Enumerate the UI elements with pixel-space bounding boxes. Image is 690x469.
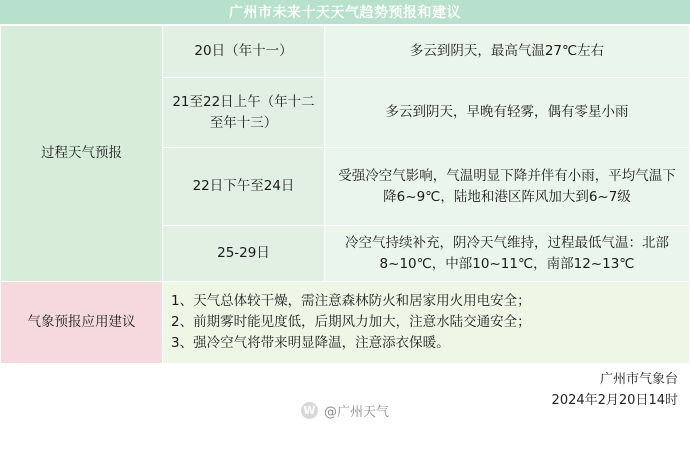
weibo-icon: W — [301, 402, 318, 419]
source-block — [552, 370, 678, 412]
forecast-table — [0, 25, 690, 364]
period-cell: 21至22日上午（年十二至年十三） — [163, 78, 325, 148]
detail-cell: 多云到阴天，最高气温27℃左右 — [325, 26, 690, 78]
row-header-advice: 气象预报应用建议 — [1, 282, 163, 364]
watermark — [301, 401, 389, 420]
detail-cell: 受强冷空气影响，气温明显下降并伴有小雨，平均气温下降6~9℃，陆地和港区阵风加大到6~7级 — [325, 148, 690, 226]
detail-cell: 多云到阴天，早晚有轻雾，偶有零星小雨 — [325, 78, 690, 148]
watermark-label: @广州天气 — [323, 405, 390, 420]
table-row-advice — [1, 282, 690, 364]
advice-line: 1、天气总体较干燥，需注意森林防火和居家用火用电安全； — [171, 293, 531, 310]
table-row — [1, 26, 690, 78]
period-cell: 22日下午至24日 — [163, 148, 325, 226]
source-time: 2024年2月20日14时 — [551, 392, 678, 408]
advice-cell — [163, 282, 690, 364]
card-footer — [0, 364, 690, 426]
card-title-bar — [0, 0, 690, 25]
row-header-forecast: 过程天气预报 — [1, 26, 163, 282]
period-cell: 20日（年十一） — [163, 26, 325, 78]
page-title: 广州市未来十天天气趋势预报和建议 — [229, 5, 461, 21]
period-cell: 25-29日 — [163, 226, 325, 282]
source-name: 广州市气象台 — [599, 372, 678, 387]
detail-cell: 冷空气持续补充，阴冷天气维持，过程最低气温：北部8~10℃，中部10~11℃，南部12~13℃ — [325, 226, 690, 282]
advice-line: 3、强冷空气将带来明显降温，注意添衣保暖。 — [171, 334, 450, 351]
advice-line: 2、前期雾时能见度低，后期风力加大，注意水陆交通安全； — [171, 314, 531, 331]
